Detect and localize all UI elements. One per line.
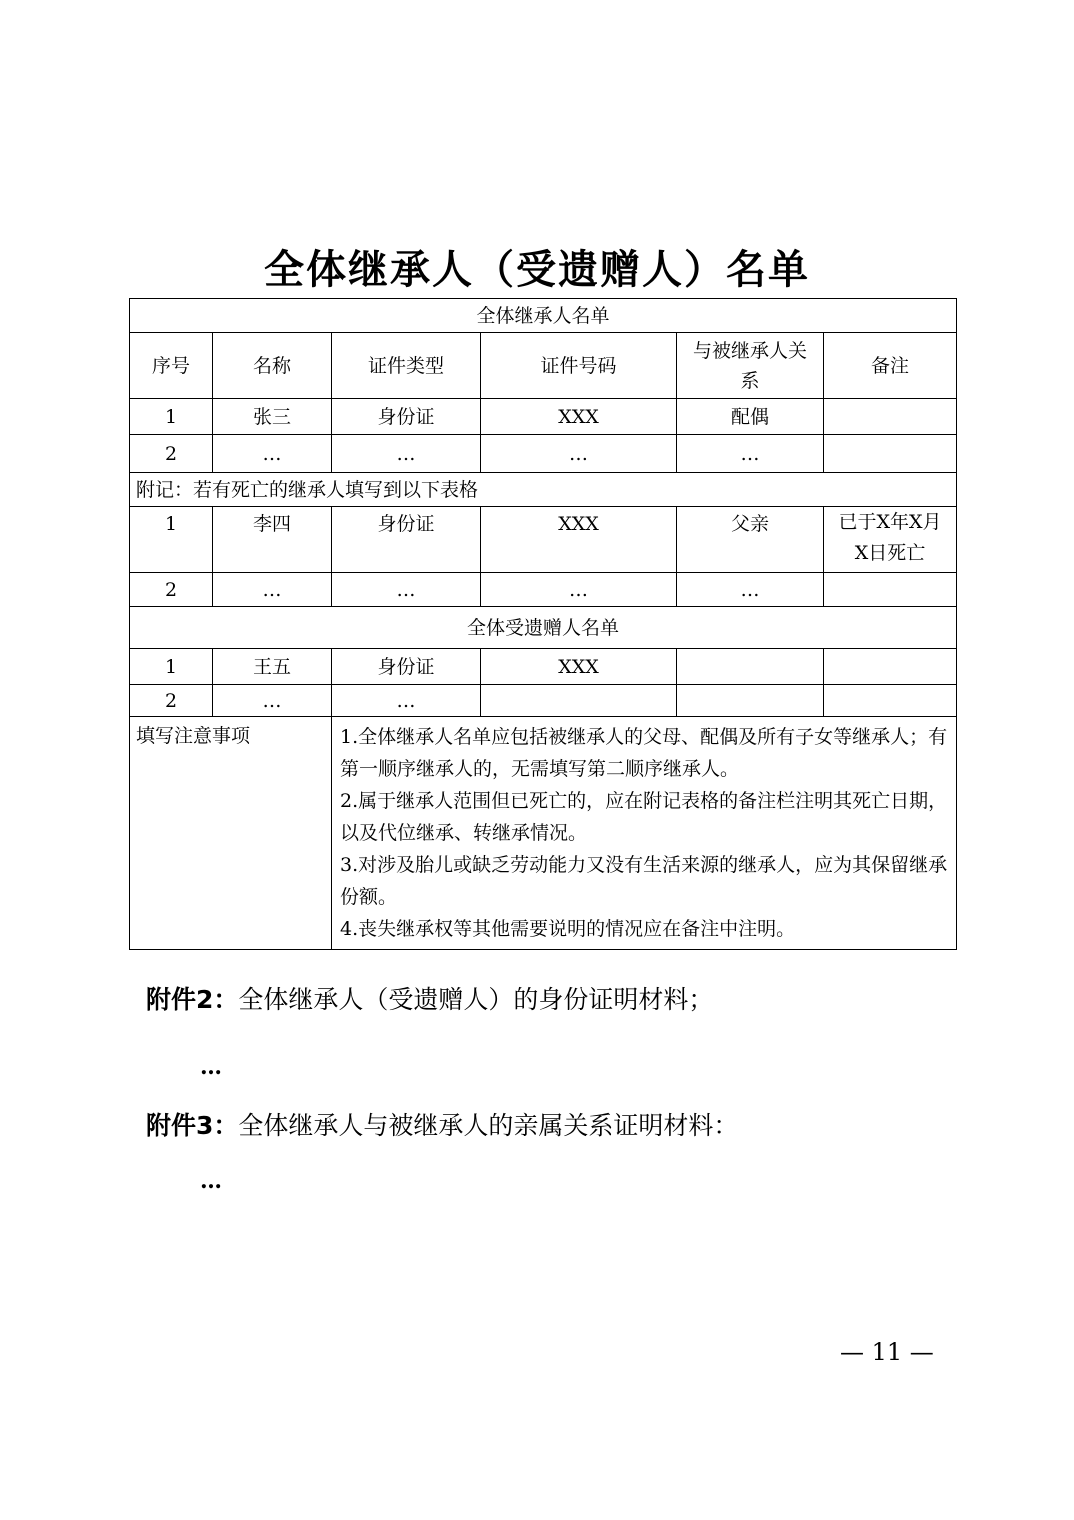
table-row — [130, 399, 957, 435]
cell-name: … — [213, 573, 332, 607]
note-item: 4.丧失继承权等其他需要说明的情况应在备注中注明。 — [340, 918, 796, 940]
cell-remark — [824, 435, 957, 473]
cell-no: 1 — [130, 399, 213, 435]
header-cell: 名称 — [213, 333, 332, 399]
cell-relation: … — [677, 435, 824, 473]
cell-id-no — [481, 685, 677, 717]
table-row — [130, 649, 957, 685]
cell-no: 2 — [130, 435, 213, 473]
attachment-3-ellipsis: … — [200, 1168, 222, 1194]
note-item: 2.属于继承人范围但已死亡的，应在附记表格的备注栏注明其死亡日期，以及代位继承、转继承情况。 — [340, 790, 948, 844]
cell-id-no: … — [481, 573, 677, 607]
cell-name: 张三 — [213, 399, 332, 435]
cell-relation — [677, 649, 824, 685]
attachment-2 — [146, 980, 713, 1016]
cell-name: 王五 — [213, 649, 332, 685]
header-cell: 证件类型 — [332, 333, 481, 399]
section-title-legatees: 全体受遗赠人名单 — [130, 607, 957, 649]
note-item: 3.对涉及胎儿或缺乏劳动能力又没有生活来源的继承人，应为其保留继承份额。 — [340, 854, 948, 908]
cell-no: 2 — [130, 573, 213, 607]
attachment-text: 全体继承人与被继承人的亲属关系证明材料： — [238, 1111, 739, 1140]
cell-name: … — [213, 685, 332, 717]
cell-id-no: … — [481, 435, 677, 473]
cell-relation: … — [677, 573, 824, 607]
attachment-3 — [146, 1106, 738, 1142]
attachment-2-ellipsis: … — [200, 1054, 222, 1080]
cell-relation — [677, 685, 824, 717]
cell-id-type: 身份证 — [332, 507, 481, 573]
header-cell: 序号 — [130, 333, 213, 399]
cell-relation: 父亲 — [677, 507, 824, 573]
notes-cell — [332, 717, 957, 950]
attachment-label: 附件3： — [146, 1111, 239, 1140]
page-title: 全体继承人（受遗赠人）名单 — [264, 247, 810, 293]
cell-remark — [824, 685, 957, 717]
cell-id-type: … — [332, 435, 481, 473]
table-row — [130, 507, 957, 573]
table-row — [130, 685, 957, 717]
cell-id-type: 身份证 — [332, 649, 481, 685]
cell-remark — [824, 399, 957, 435]
table-row — [130, 573, 957, 607]
cell-no: 1 — [130, 649, 213, 685]
cell-id-type: … — [332, 685, 481, 717]
note-item: 1.全体继承人名单应包括被继承人的父母、配偶及所有子女等继承人；有第一顺序继承人的，无需填写第二顺序继承人。 — [340, 726, 948, 780]
attachment-label: 附件2： — [146, 985, 239, 1014]
header-cell: 备注 — [824, 333, 957, 399]
cell-name: … — [213, 435, 332, 473]
table-row — [130, 435, 957, 473]
notes-label: 填写注意事项 — [130, 717, 332, 950]
cell-remark — [824, 573, 957, 607]
cell-remark: 已于X年X月X日死亡 — [824, 507, 957, 573]
page-number: — 11 — — [840, 1338, 934, 1366]
cell-no: 1 — [130, 507, 213, 573]
cell-name: 李四 — [213, 507, 332, 573]
cell-id-no: XXX — [481, 649, 677, 685]
cell-id-no: XXX — [481, 507, 677, 573]
appendix-note: 附记：若有死亡的继承人填写到以下表格 — [130, 473, 957, 507]
cell-id-type: 身份证 — [332, 399, 481, 435]
cell-id-no: XXX — [481, 399, 677, 435]
cell-remark — [824, 649, 957, 685]
cell-relation: 配偶 — [677, 399, 824, 435]
header-cell: 证件号码 — [481, 333, 677, 399]
attachment-text: 全体继承人（受遗赠人）的身份证明材料； — [238, 985, 714, 1014]
cell-no: 2 — [130, 685, 213, 717]
section-title-heirs: 全体继承人名单 — [130, 299, 957, 333]
cell-id-type: … — [332, 573, 481, 607]
header-cell: 与被继承人关系 — [677, 333, 824, 399]
heirs-table — [129, 298, 957, 950]
